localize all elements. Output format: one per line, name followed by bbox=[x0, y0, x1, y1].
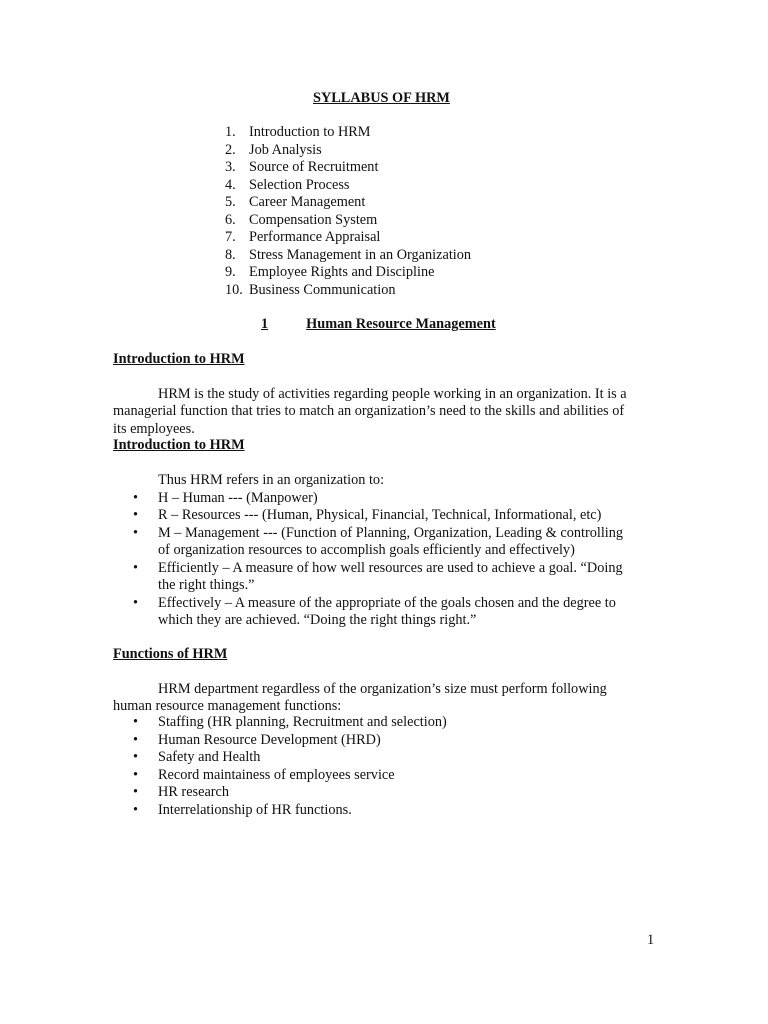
item-number: 5. bbox=[225, 194, 236, 210]
item-number: 10. bbox=[225, 281, 243, 298]
bullet-icon: • bbox=[133, 524, 139, 541]
lead-text: Thus HRM refers in an organization to: bbox=[158, 472, 385, 488]
chapter-title: Human Resource Management bbox=[306, 316, 496, 332]
item-number: 6. bbox=[225, 211, 236, 228]
item-number: 9. bbox=[225, 264, 236, 280]
bullet-icon: • bbox=[133, 784, 139, 800]
bullet-icon: • bbox=[133, 749, 139, 765]
list-item-text: Human Resource Development (HRD) bbox=[158, 731, 381, 748]
list-item-text: Interrelationship of HR functions. bbox=[158, 801, 352, 818]
list-item-text: Staffing (HR planning, Recruitment and selection) bbox=[158, 714, 447, 730]
bullet-icon: • bbox=[133, 766, 139, 783]
paragraph-line: HRM is the study of activities regarding people working in an organization. It is a bbox=[158, 385, 627, 402]
item-text: Employee Rights and Discipline bbox=[249, 264, 435, 280]
item-text: Selection Process bbox=[249, 176, 350, 193]
list-item-text: Efficiently – A measure of how well resources are used to achieve a goal. “Doing bbox=[158, 559, 623, 576]
item-number: 2. bbox=[225, 141, 236, 158]
item-number: 8. bbox=[225, 246, 236, 263]
item-text: Performance Appraisal bbox=[249, 229, 381, 245]
chapter-number: 1 bbox=[261, 316, 269, 332]
item-number: 4. bbox=[225, 176, 236, 193]
list-item-text: H – Human --- (Manpower) bbox=[158, 489, 318, 506]
item-text: Compensation System bbox=[249, 211, 378, 228]
section-heading: Functions of HRM bbox=[113, 646, 228, 662]
item-text: Source of Recruitment bbox=[249, 159, 379, 175]
list-item-text: HR research bbox=[158, 784, 230, 800]
item-text: Stress Management in an Organization bbox=[249, 246, 472, 263]
bullet-icon: • bbox=[133, 559, 139, 576]
bullet-icon: • bbox=[133, 594, 139, 611]
list-item-text: of organization resources to accomplish goals efficiently and effectively) bbox=[158, 542, 575, 558]
bullet-icon: • bbox=[133, 714, 139, 730]
item-text: Introduction to HRM bbox=[249, 124, 371, 140]
document-title: SYLLABUS OF HRM bbox=[313, 90, 450, 106]
bullet-icon: • bbox=[133, 731, 139, 748]
list-item-text: Effectively – A measure of the appropriate of the goals chosen and the degree to bbox=[158, 594, 616, 611]
paragraph-line: HRM department regardless of the organization’s size must perform following bbox=[158, 680, 607, 697]
bullet-icon: • bbox=[133, 801, 139, 818]
page-number: 1 bbox=[647, 932, 655, 948]
paragraph-line: its employees. bbox=[113, 420, 195, 437]
list-item-text: Safety and Health bbox=[158, 749, 261, 765]
list-item-text: M – Management --- (Function of Planning, Organization, Leading & controlling bbox=[158, 524, 624, 541]
bullet-icon: • bbox=[133, 489, 139, 506]
section-heading: Introduction to HRM bbox=[113, 351, 245, 367]
item-text: Job Analysis bbox=[249, 141, 322, 158]
item-text: Business Communication bbox=[249, 281, 396, 298]
chapter-heading bbox=[261, 316, 496, 334]
item-number: 1. bbox=[225, 124, 236, 140]
item-text: Career Management bbox=[249, 194, 366, 210]
item-number: 7. bbox=[225, 229, 236, 245]
bullet-icon: • bbox=[133, 507, 139, 523]
list-item-text: Record maintainess of employees service bbox=[158, 766, 395, 783]
paragraph-line: human resource management functions: bbox=[113, 698, 342, 714]
paragraph-line: managerial function that tries to match an organization’s need to the skills and abilities of bbox=[113, 403, 625, 419]
section-heading: Introduction to HRM bbox=[113, 437, 245, 453]
list-item-text: R – Resources --- (Human, Physical, Financial, Technical, Informational, etc) bbox=[158, 507, 602, 523]
list-item-text: the right things.” bbox=[158, 577, 255, 593]
item-number: 3. bbox=[225, 159, 236, 175]
list-item-text: which they are achieved. “Doing the right things right.” bbox=[158, 612, 477, 628]
